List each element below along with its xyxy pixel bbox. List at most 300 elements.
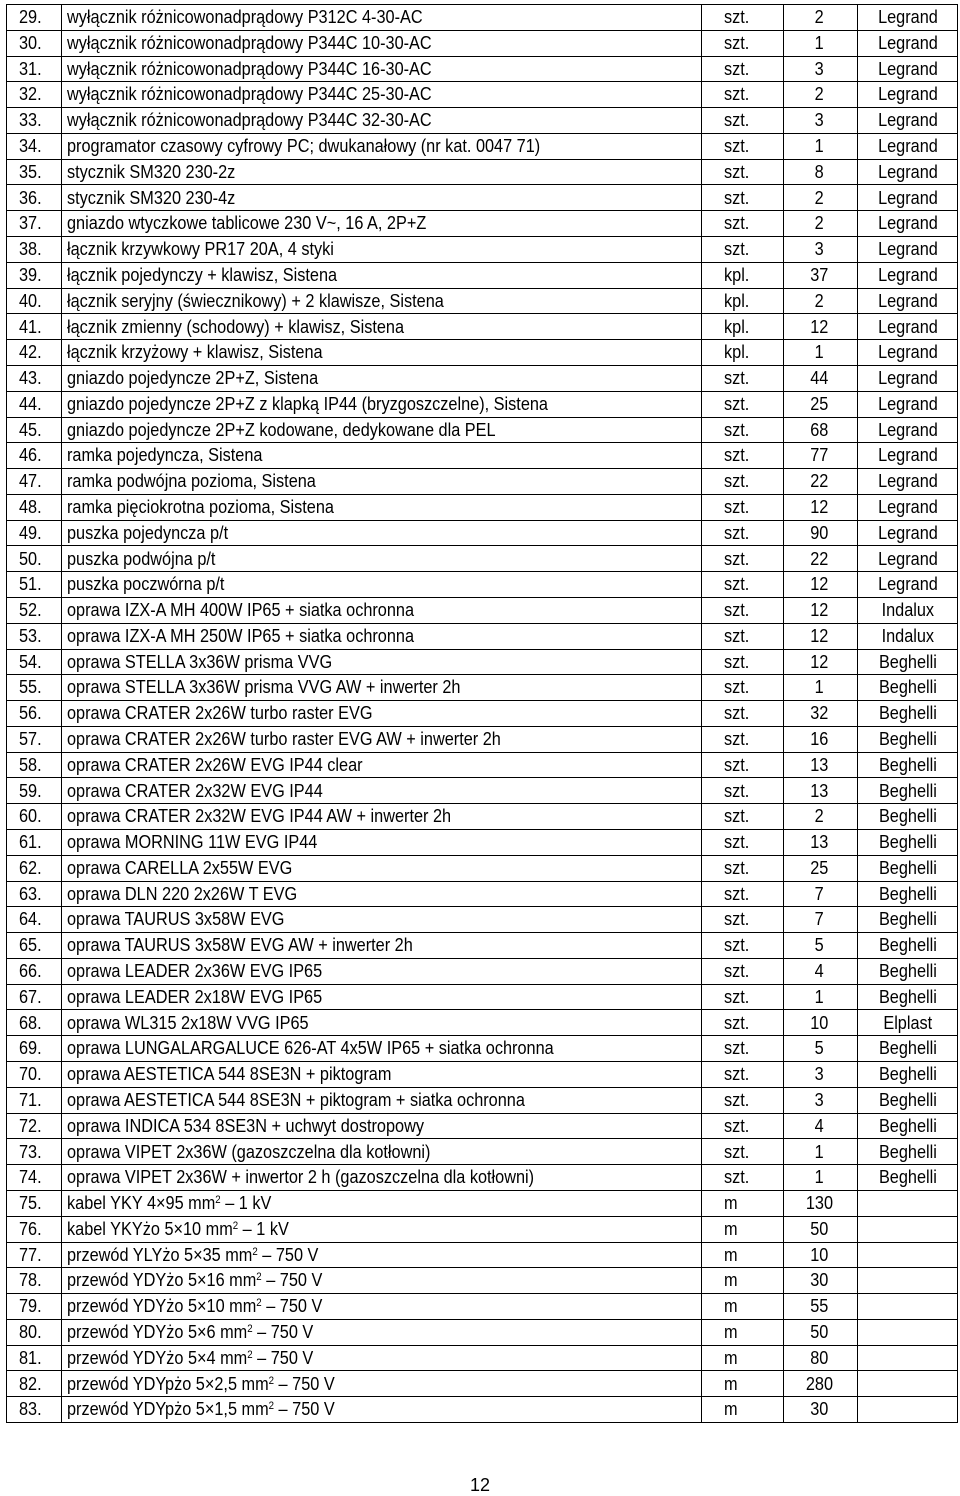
item-quantity-text: 3 <box>814 238 825 260</box>
row-number <box>7 1345 62 1371</box>
item-unit <box>702 1345 784 1371</box>
item-manufacturer-text: Indalux <box>881 624 934 646</box>
row-number <box>7 5 62 31</box>
item-quantity <box>784 469 858 495</box>
item-unit <box>702 804 784 830</box>
item-quantity-text: 12 <box>810 315 829 337</box>
item-manufacturer <box>858 133 958 159</box>
item-manufacturer-text: Legrand <box>877 495 938 517</box>
table-row <box>7 1371 958 1397</box>
item-unit-text: szt. <box>724 856 750 878</box>
item-manufacturer-text: Legrand <box>877 418 938 440</box>
row-number-text: 83. <box>19 1398 42 1420</box>
item-unit <box>702 391 784 417</box>
item-description-text: ramka pięciokrotna pozioma, Sistena <box>67 495 334 517</box>
item-description-text: przewód YDYżo 5×4 mm <box>67 1346 248 1368</box>
table-row <box>7 907 958 933</box>
item-description <box>62 82 702 108</box>
item-quantity <box>784 752 858 778</box>
item-unit <box>702 262 784 288</box>
item-unit-text: szt. <box>724 1166 750 1188</box>
item-quantity-text: 12 <box>810 650 829 672</box>
item-unit <box>702 675 784 701</box>
row-number <box>7 1397 62 1423</box>
row-number-text: 60. <box>19 805 42 827</box>
item-quantity <box>784 701 858 727</box>
row-number <box>7 494 62 520</box>
item-description <box>62 881 702 907</box>
item-unit-text: szt. <box>724 495 750 517</box>
item-description-text: gniazdo pojedyncze 2P+Z, Sistena <box>67 367 319 389</box>
item-quantity-text: 30 <box>810 1269 829 1291</box>
table-row <box>7 82 958 108</box>
item-description-text: ramka podwójna pozioma, Sistena <box>67 470 316 492</box>
unit-superscript: 2 <box>247 1322 253 1335</box>
item-quantity-text: 2 <box>814 212 825 234</box>
item-quantity <box>784 1371 858 1397</box>
item-description <box>62 1345 702 1371</box>
table-row <box>7 133 958 159</box>
item-manufacturer <box>858 417 958 443</box>
unit-superscript: 2 <box>215 1194 221 1207</box>
item-unit <box>702 907 784 933</box>
item-unit <box>702 56 784 82</box>
item-description <box>62 701 702 727</box>
item-description-text: wyłącznik różnicowonadprądowy P312C 4-30-AC <box>67 6 423 28</box>
item-manufacturer-text: Beghelli <box>878 1088 937 1110</box>
item-manufacturer-text: Beghelli <box>878 702 937 724</box>
item-quantity <box>784 185 858 211</box>
item-unit-text: szt. <box>724 779 750 801</box>
item-quantity <box>784 443 858 469</box>
row-number <box>7 649 62 675</box>
table-row <box>7 726 958 752</box>
item-quantity <box>784 855 858 881</box>
item-unit <box>702 933 784 959</box>
item-manufacturer <box>858 1139 958 1165</box>
item-quantity <box>784 984 858 1010</box>
item-unit-text: szt. <box>724 908 750 930</box>
item-description <box>62 159 702 185</box>
item-manufacturer-text: Legrand <box>877 470 938 492</box>
item-manufacturer <box>858 546 958 572</box>
row-number-text: 35. <box>19 160 42 182</box>
row-number-text: 59. <box>19 779 42 801</box>
item-description <box>62 211 702 237</box>
item-manufacturer-text: Legrand <box>877 341 938 363</box>
item-manufacturer <box>858 520 958 546</box>
item-manufacturer-text: Legrand <box>877 160 938 182</box>
item-description <box>62 1190 702 1216</box>
row-number <box>7 1319 62 1345</box>
item-manufacturer <box>858 494 958 520</box>
item-description <box>62 1294 702 1320</box>
item-manufacturer-text: Beghelli <box>878 650 937 672</box>
item-quantity-text: 2 <box>814 186 825 208</box>
item-manufacturer <box>858 108 958 134</box>
row-number <box>7 1268 62 1294</box>
item-unit <box>702 30 784 56</box>
item-quantity <box>784 365 858 391</box>
item-manufacturer <box>858 391 958 417</box>
item-unit <box>702 778 784 804</box>
row-number-text: 69. <box>19 1037 42 1059</box>
item-quantity <box>784 572 858 598</box>
item-unit <box>702 546 784 572</box>
table-row <box>7 597 958 623</box>
table-row <box>7 340 958 366</box>
row-number <box>7 778 62 804</box>
item-description <box>62 340 702 366</box>
row-number-text: 66. <box>19 960 42 982</box>
item-description <box>62 1087 702 1113</box>
row-number-text: 50. <box>19 547 42 569</box>
row-number <box>7 855 62 881</box>
item-description <box>62 56 702 82</box>
item-description <box>62 185 702 211</box>
item-quantity <box>784 726 858 752</box>
item-manufacturer-text: Legrand <box>877 212 938 234</box>
item-description <box>62 1397 702 1423</box>
item-description <box>62 752 702 778</box>
item-unit-text: szt. <box>724 1063 750 1085</box>
item-quantity <box>784 314 858 340</box>
item-description-text: oprawa AESTETICA 544 8SE3N + piktogram + siatka ochronna <box>67 1088 525 1110</box>
table-row <box>7 623 958 649</box>
item-quantity-text: 280 <box>805 1372 834 1394</box>
table-row <box>7 211 958 237</box>
row-number-text: 43. <box>19 367 42 389</box>
item-quantity <box>784 1010 858 1036</box>
item-quantity-text: 32 <box>810 702 829 724</box>
row-number <box>7 1010 62 1036</box>
item-manufacturer <box>858 1345 958 1371</box>
item-description <box>62 907 702 933</box>
table-row <box>7 30 958 56</box>
item-unit <box>702 830 784 856</box>
unit-superscript: 2 <box>268 1374 275 1387</box>
item-manufacturer <box>858 752 958 778</box>
row-number-text: 53. <box>19 624 42 646</box>
row-number <box>7 237 62 263</box>
item-manufacturer <box>858 804 958 830</box>
row-number <box>7 726 62 752</box>
item-description-text: oprawa IZX-A MH 400W IP65 + siatka ochronna <box>67 599 415 621</box>
item-description-tail: – 750 V <box>274 1372 335 1394</box>
item-description <box>62 391 702 417</box>
item-description-text: oprawa INDICA 534 8SE3N + uchwyt dostropowy <box>67 1114 424 1136</box>
item-unit-text: kpl. <box>724 289 750 311</box>
table-row <box>7 262 958 288</box>
row-number-text: 45. <box>19 418 42 440</box>
item-manufacturer <box>858 262 958 288</box>
item-manufacturer-text: Legrand <box>877 367 938 389</box>
row-number-text: 49. <box>19 521 42 543</box>
item-unit-text: szt. <box>724 212 750 234</box>
item-description-text: oprawa CRATER 2x26W turbo raster EVG <box>67 702 373 724</box>
item-manufacturer <box>858 1294 958 1320</box>
item-unit <box>702 597 784 623</box>
item-description-text: kabel YKYżo 5×10 mm <box>67 1217 233 1239</box>
item-description-text: puszka podwójna p/t <box>67 547 216 569</box>
item-quantity <box>784 1242 858 1268</box>
item-description <box>62 1010 702 1036</box>
table-row <box>7 752 958 778</box>
item-manufacturer-text: Beghelli <box>878 1114 937 1136</box>
item-unit-text: szt. <box>724 6 750 28</box>
item-unit-text: szt. <box>724 599 750 621</box>
item-quantity-text: 5 <box>814 1037 825 1059</box>
item-description-text: łącznik zmienny (schodowy) + klawisz, Sistena <box>67 315 405 337</box>
table-row <box>7 56 958 82</box>
item-unit <box>702 1216 784 1242</box>
item-quantity-text: 1 <box>814 676 825 698</box>
item-quantity <box>784 288 858 314</box>
item-quantity <box>784 211 858 237</box>
item-quantity <box>784 958 858 984</box>
item-description-text: gniazdo pojedyncze 2P+Z kodowane, dedykowane dla PEL <box>67 418 496 440</box>
item-description-tail: – 750 V <box>274 1398 335 1420</box>
row-number <box>7 1242 62 1268</box>
row-number-text: 64. <box>19 908 42 930</box>
item-unit-text: szt. <box>724 702 750 724</box>
item-unit-text: szt. <box>724 57 750 79</box>
row-number-text: 48. <box>19 495 42 517</box>
item-description <box>62 726 702 752</box>
row-number <box>7 1216 62 1242</box>
item-description-text: oprawa MORNING 11W EVG IP44 <box>67 831 318 853</box>
item-manufacturer-text: Legrand <box>877 392 938 414</box>
item-unit-text: kpl. <box>724 341 750 363</box>
item-unit-text: szt. <box>724 109 750 131</box>
row-number <box>7 1113 62 1139</box>
materials-table-body <box>7 5 958 1423</box>
item-quantity <box>784 675 858 701</box>
row-number <box>7 1139 62 1165</box>
item-description-text: gniazdo wtyczkowe tablicowe 230 V~, 16 A, 2P+Z <box>67 212 427 234</box>
item-description-text: ramka pojedyncza, Sistena <box>67 444 263 466</box>
item-unit-text: szt. <box>724 135 750 157</box>
table-row <box>7 288 958 314</box>
item-unit <box>702 984 784 1010</box>
row-number-text: 76. <box>19 1217 42 1239</box>
item-manufacturer <box>858 469 958 495</box>
item-description-text: oprawa CRATER 2x26W turbo raster EVG AW + inwerter 2h <box>67 728 501 750</box>
row-number <box>7 1062 62 1088</box>
item-description-tail: – 750 V <box>252 1320 314 1342</box>
item-unit <box>702 288 784 314</box>
item-quantity-text: 2 <box>814 805 825 827</box>
item-quantity-text: 68 <box>810 418 829 440</box>
item-quantity <box>784 778 858 804</box>
unit-superscript: 2 <box>247 1348 253 1361</box>
item-quantity <box>784 1345 858 1371</box>
item-quantity-text: 1 <box>814 985 825 1007</box>
item-unit <box>702 1294 784 1320</box>
item-quantity <box>784 933 858 959</box>
item-unit <box>702 1165 784 1191</box>
table-row <box>7 1216 958 1242</box>
item-description-text: oprawa CRATER 2x32W EVG IP44 <box>67 779 323 801</box>
item-description <box>62 649 702 675</box>
item-unit <box>702 82 784 108</box>
item-quantity-text: 1 <box>814 1140 825 1162</box>
item-quantity-text: 7 <box>814 908 825 930</box>
table-row <box>7 804 958 830</box>
row-number <box>7 752 62 778</box>
item-unit <box>702 1397 784 1423</box>
row-number <box>7 546 62 572</box>
item-description <box>62 133 702 159</box>
table-row <box>7 1345 958 1371</box>
item-unit-text: szt. <box>724 444 750 466</box>
row-number <box>7 30 62 56</box>
item-quantity <box>784 340 858 366</box>
row-number <box>7 907 62 933</box>
item-description-text: oprawa IZX-A MH 250W IP65 + siatka ochronna <box>67 624 415 646</box>
item-description-text: przewód YDYpżo 5×2,5 mm <box>67 1372 269 1394</box>
item-quantity-text: 3 <box>814 1063 825 1085</box>
item-manufacturer <box>858 1087 958 1113</box>
row-number-text: 65. <box>19 934 42 956</box>
item-manufacturer <box>858 314 958 340</box>
item-unit-text: szt. <box>724 753 750 775</box>
row-number-text: 73. <box>19 1140 42 1162</box>
row-number <box>7 1190 62 1216</box>
table-row <box>7 546 958 572</box>
item-manufacturer <box>858 1165 958 1191</box>
row-number-text: 36. <box>19 186 42 208</box>
unit-superscript: 2 <box>256 1297 262 1310</box>
item-description-text: oprawa TAURUS 3x58W EVG <box>67 908 285 930</box>
item-unit-text: szt. <box>724 676 750 698</box>
item-quantity <box>784 391 858 417</box>
item-description-text: stycznik SM320 230-2z <box>67 160 236 182</box>
row-number-text: 33. <box>19 109 42 131</box>
item-unit-text: szt. <box>724 882 750 904</box>
item-quantity-text: 5 <box>814 934 825 956</box>
table-row <box>7 855 958 881</box>
item-description <box>62 830 702 856</box>
item-manufacturer <box>858 933 958 959</box>
item-manufacturer <box>858 1010 958 1036</box>
item-description-text: przewód YDYżo 5×16 mm <box>67 1269 257 1291</box>
item-manufacturer-text: Legrand <box>877 263 938 285</box>
row-number-text: 71. <box>19 1088 42 1110</box>
item-manufacturer <box>858 30 958 56</box>
materials-table <box>6 4 958 1423</box>
table-row <box>7 443 958 469</box>
item-description-text: wyłącznik różnicowonadprądowy P344C 16-30-AC <box>67 57 432 79</box>
item-description <box>62 675 702 701</box>
item-quantity-text: 37 <box>810 263 829 285</box>
row-number <box>7 984 62 1010</box>
item-quantity-text: 12 <box>810 599 829 621</box>
row-number <box>7 56 62 82</box>
item-quantity-text: 44 <box>810 367 829 389</box>
item-description <box>62 365 702 391</box>
item-unit-text: szt. <box>724 31 750 53</box>
table-row <box>7 1010 958 1036</box>
item-manufacturer-text: Legrand <box>877 31 938 53</box>
item-unit-text: m <box>724 1320 738 1342</box>
item-manufacturer <box>858 1371 958 1397</box>
table-row <box>7 365 958 391</box>
item-manufacturer-text: Legrand <box>877 57 938 79</box>
item-description-tail: – 1 kV <box>238 1217 289 1239</box>
item-quantity-text: 50 <box>810 1320 829 1342</box>
item-unit <box>702 1242 784 1268</box>
item-quantity <box>784 546 858 572</box>
row-number <box>7 82 62 108</box>
item-unit <box>702 1190 784 1216</box>
row-number-text: 79. <box>19 1295 42 1317</box>
item-quantity-text: 12 <box>810 495 829 517</box>
item-description-text: przewód YDYpżo 5×1,5 mm <box>67 1398 269 1420</box>
row-number-text: 47. <box>19 470 42 492</box>
item-unit-text: szt. <box>724 960 750 982</box>
row-number <box>7 804 62 830</box>
table-row <box>7 159 958 185</box>
item-description <box>62 288 702 314</box>
table-row <box>7 417 958 443</box>
table-row <box>7 5 958 31</box>
table-row <box>7 1294 958 1320</box>
unit-superscript: 2 <box>256 1271 262 1284</box>
item-description <box>62 1139 702 1165</box>
item-description-text: oprawa LUNGALARGALUCE 626-AT 4x5W IP65 + siatka ochronna <box>67 1037 554 1059</box>
row-number <box>7 1294 62 1320</box>
item-unit <box>702 314 784 340</box>
page-number: 12 <box>469 1475 491 1495</box>
item-unit <box>702 1319 784 1345</box>
item-unit <box>702 443 784 469</box>
item-quantity-text: 13 <box>810 831 829 853</box>
item-quantity-text: 3 <box>814 109 825 131</box>
item-description <box>62 623 702 649</box>
row-number-text: 51. <box>19 573 42 595</box>
item-description-text: programator czasowy cyfrowy PC; dwukanałowy (nr kat. 0047 71) <box>67 135 541 157</box>
row-number <box>7 1371 62 1397</box>
item-description <box>62 1036 702 1062</box>
item-unit <box>702 417 784 443</box>
row-number <box>7 701 62 727</box>
item-manufacturer <box>858 778 958 804</box>
table-row <box>7 830 958 856</box>
item-description <box>62 546 702 572</box>
item-quantity-text: 55 <box>810 1295 829 1317</box>
table-row <box>7 984 958 1010</box>
row-number-text: 41. <box>19 315 42 337</box>
row-number-text: 38. <box>19 238 42 260</box>
item-description <box>62 443 702 469</box>
item-manufacturer <box>858 340 958 366</box>
item-manufacturer-text: Legrand <box>877 83 938 105</box>
item-quantity <box>784 417 858 443</box>
item-unit <box>702 1010 784 1036</box>
table-row <box>7 1397 958 1423</box>
item-quantity-text: 1 <box>814 1166 825 1188</box>
unit-superscript: 2 <box>232 1219 239 1232</box>
item-manufacturer <box>858 907 958 933</box>
item-description-text: stycznik SM320 230-4z <box>67 186 236 208</box>
item-quantity <box>784 1036 858 1062</box>
item-manufacturer-text: Legrand <box>877 444 938 466</box>
item-description-text: przewód YLYżo 5×35 mm <box>67 1243 253 1265</box>
table-row <box>7 469 958 495</box>
item-description <box>62 314 702 340</box>
table-row <box>7 933 958 959</box>
